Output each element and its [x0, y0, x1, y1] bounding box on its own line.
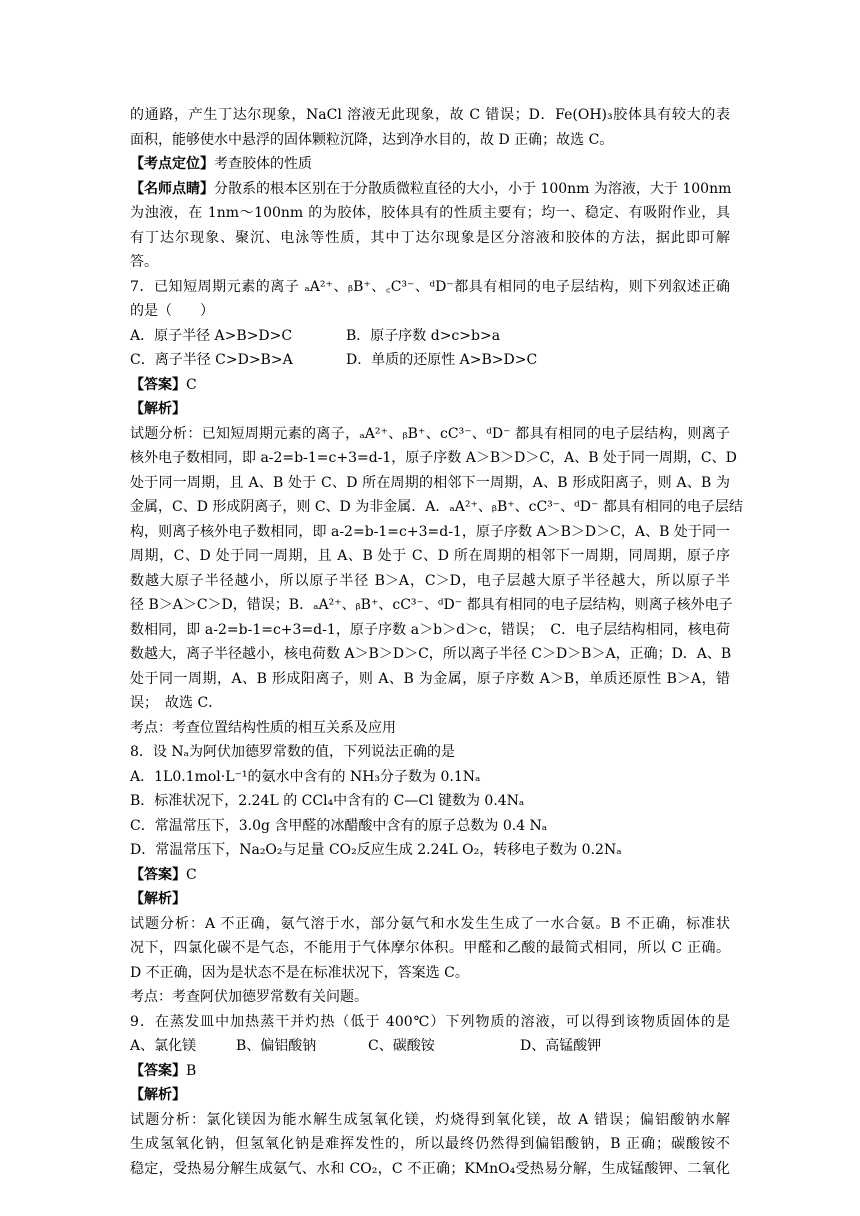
- section-heading: 【答案】: [130, 376, 186, 393]
- q7-option-d: D．单质的还原性 A>B>D>C: [346, 352, 538, 368]
- q7-analysis-line: 径 B＞A＞C＞D，错误；B．ₐA²⁺、ᵦB⁺、cC³⁻、ᵈD⁻ 都具有相同的电子层结构，则离子核外电子: [130, 597, 733, 613]
- q8-analysis-label: [130, 887, 730, 912]
- q7-options-row-2: [130, 348, 730, 373]
- text-line: 【考点定位】考查胶体的性质: [130, 156, 312, 172]
- section-heading: 【解析】: [130, 401, 186, 417]
- q8-option-b: B．标准状况下，2.24L 的 CCl₄中含有的 C—Cl 键数为 0.4Nₐ: [130, 793, 525, 809]
- q9-option-b: B、偏铝酸钠: [236, 1038, 317, 1054]
- text-line: 有丁达尔现象、聚沉、电泳等性质，其中丁达尔现象是区分溶液和胶体的方法，据此即可解: [130, 229, 730, 246]
- q7-analysis-line: 数相同，即 a-2=b-1=c+3=d-1，原子序数 a＞b＞d＞c，错误； C．电子层结构相同，核电荷: [130, 621, 730, 638]
- q9-option-a: A、氯化镁: [130, 1038, 197, 1054]
- q8-answer: 【答案】C: [130, 866, 197, 883]
- question-8-stem: 8．设 Nₐ为阿伏加德罗常数的值，下列说法正确的是: [130, 744, 456, 760]
- q7-analysis-line: 误； 故选 C．: [130, 695, 223, 711]
- q7-option-b: B．原子序数 d>c>b>a: [346, 327, 501, 344]
- section-heading: 【解析】: [130, 1087, 186, 1103]
- q7-point: 考点：考查位置结构性质的相互关系及应用: [130, 719, 396, 736]
- q7-analysis-line: 数越大原子半径越小，所以原子半径 B＞A，C＞D，电子层越大原子半径越大，所以原子半: [130, 572, 730, 589]
- section-heading: 【名师点睛】: [130, 180, 214, 197]
- section-heading: 【答案】: [130, 866, 186, 883]
- q7-analysis-line: 构，则离子核外电子数相同，即 a-2=b-1=c+3=d-1，原子序数 A＞B＞D＞C，A、B 处于同一: [130, 523, 730, 540]
- q8-analysis-line: 试题分析：A 不正确，氨气溶于水，部分氨气和水发生生成了一水合氨。B 不正确，标准状: [130, 915, 730, 932]
- question-7-stem: 7．已知短周期元素的离子 ₐA²⁺、ᵦB⁺、꜀C³⁻、ᵈD⁻都具有相同的电子层结构，则下列叙述正确: [130, 278, 730, 295]
- q7-option-c: C．离子半径 C>D>B>A: [130, 352, 293, 368]
- q7-analysis-line: 核外电子数相同，即 a-2=b-1=c+3=d-1，原子序数 A＞B＞D＞C，A、B 处于同一周期，C、D: [130, 450, 737, 466]
- document-page: [130, 103, 743, 1181]
- q9-answer: 【答案】B: [130, 1062, 197, 1079]
- q7-analysis-line: 处于同一周期，A、B 形成阳离子，则 A、B 为金属，原子序数 A＞B，单质还原性 B＞A，错: [130, 670, 730, 687]
- q9-option-d: D、高锰酸钾: [520, 1038, 602, 1054]
- section-heading: 【考点定位】: [130, 156, 214, 172]
- q8-option-d: D．常温常压下，Na₂O₂与足量 CO₂反应生成 2.24L O₂，转移电子数为 0.2Nₐ: [130, 842, 622, 858]
- q7-analysis-line: 试题分析：已知短周期元素的离子，ₐA²⁺、ᵦB⁺、cC³⁻、ᵈD⁻ 都具有相同的电子层结构，则离子: [130, 425, 730, 442]
- q8-analysis-line: D 不正确，因为是状态不是在标准状况下，答案选 C。: [130, 964, 469, 981]
- q7-analysis-label: [130, 397, 730, 422]
- q9-options-row: [130, 1034, 730, 1059]
- q8-point: 考点：考查阿伏加德罗常数有关问题。: [130, 989, 368, 1005]
- q7-analysis-line: 数越大，离子半径越小，核电荷数 A＞B＞D＞C，所以离子半径 C＞D＞B＞A，正确；D．A、B: [130, 646, 732, 662]
- text-line: 【名师点睛】分散系的根本区别在于分散质微粒直径的大小，小于 100nm 为溶液，大于 100nm: [130, 180, 732, 197]
- text-line: 面积，能够使水中悬浮的固体颗粒沉降，达到净水目的，故 D 正确；故选 C。: [130, 131, 614, 148]
- q7-analysis-line: 周期，C、D 处于同一周期，且 A、B 处于 C、D 所在周期的相邻下一周期，同周期，原子序: [130, 548, 730, 564]
- section-heading: 【答案】: [130, 1062, 186, 1079]
- q9-analysis-line: 生成氢氧化钠，但氢氧化钠是难挥发性的，所以最终仍然得到偏铝酸钠，B 正确；碳酸铵不: [130, 1136, 730, 1152]
- text-line: 答。: [130, 254, 158, 270]
- q8-option-a: A．1L0.1mol·L⁻¹的氨水中含有的 NH₃分子数为 0.1Nₐ: [130, 768, 481, 785]
- q7-analysis-line: 金属，C、D 形成阴离子，则 C、D 为非金属．A．ₐA²⁺、ᵦB⁺、cC³⁻、ᵈD⁻ 都具有相同的电子层结: [130, 499, 743, 515]
- section-heading: 【解析】: [130, 891, 186, 907]
- q7-analysis-line: 处于同一周期，且 A、B 处于 C、D 所在周期的相邻下一周期，A、B 形成阳离子，则 A、B 为: [130, 474, 730, 491]
- text-line: 为浊液，在 1nm～100nm 的为胶体，胶体具有的性质主要有；均一、稳定、有吸附作业，具: [130, 205, 730, 221]
- q8-analysis-line: 况下，四氯化碳不是气态，不能用于气体摩尔体积。甲醛和乙酸的最简式相同，所以 C 正确。: [130, 940, 730, 956]
- q7-answer: 【答案】C: [130, 376, 197, 393]
- question-9-stem: 9．在蒸发皿中加热蒸干并灼热（低于 400℃）下列物质的溶液，可以得到该物质固体的是: [130, 1013, 730, 1030]
- question-7-stem-cont: 的是（ ）: [130, 303, 214, 319]
- q9-analysis-line: 试题分析：氯化镁因为能水解生成氢氧化镁，灼烧得到氧化镁，故 A 错误；偏铝酸钠水解: [130, 1111, 730, 1128]
- text-line: 的通路，产生丁达尔现象，NaCl 溶液无此现象，故 C 错误；D．Fe(OH)₃胶体具有较大的表: [130, 107, 730, 123]
- q9-analysis-label: [130, 1083, 730, 1108]
- q9-option-c: C、碳酸铵: [368, 1038, 435, 1054]
- q7-option-a: A．原子半径 A>B>D>C: [130, 327, 293, 344]
- q7-options-row-1: [130, 324, 730, 349]
- q9-analysis-line: 稳定，受热易分解生成氨气、水和 CO₂，C 不正确；KMnO₄受热易分解，生成锰酸钾、二氧化: [130, 1160, 730, 1177]
- q8-option-c: C．常温常压下，3.0g 含甲醛的冰醋酸中含有的原子总数为 0.4 Nₐ: [130, 817, 548, 834]
